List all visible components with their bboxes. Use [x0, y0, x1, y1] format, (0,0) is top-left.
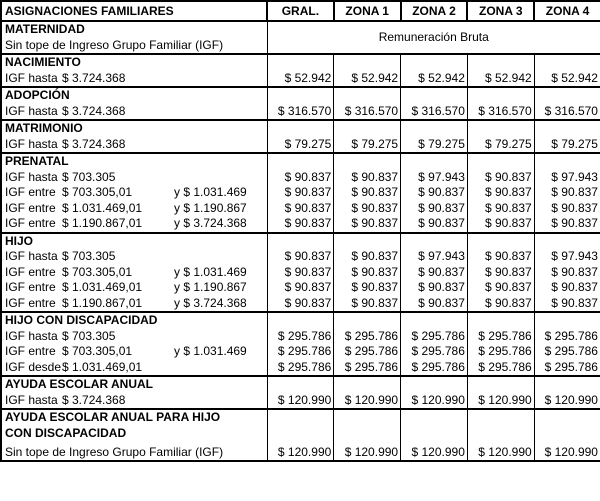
value-zona-4: $ 90.837 — [534, 265, 600, 281]
value-gral: $ 90.837 — [267, 249, 334, 265]
header-row — [1, 1, 600, 21]
value-zona-1: $ 295.786 — [334, 360, 401, 377]
value-gral: $ 79.275 — [267, 137, 334, 154]
value-zona-1: $ 52.942 — [334, 71, 401, 88]
section-title-row — [1, 120, 600, 137]
row-label — [1, 185, 267, 201]
igf-amount: $ 3.724.368 — [62, 70, 126, 85]
value-gral: $ 90.837 — [267, 216, 334, 233]
value-zona-1: $ 79.275 — [334, 137, 401, 154]
value-gral: $ 295.786 — [267, 344, 334, 360]
igf-prefix: IGF hasta — [5, 328, 58, 343]
value-zona-4: $ 316.570 — [534, 104, 600, 121]
value-zona-3: $ 90.837 — [467, 265, 534, 281]
value-zona-2: $ 295.786 — [401, 344, 468, 360]
value-zona-2: $ 97.943 — [401, 170, 468, 186]
value-zona-1: $ 316.570 — [334, 104, 401, 121]
section-title: HIJO — [5, 233, 34, 248]
igf-amount: $ 703.305 — [62, 169, 116, 184]
row-label — [1, 360, 267, 377]
value-zona-3: $ 120.990 — [467, 441, 534, 461]
value-zona-4: $ 120.990 — [534, 393, 600, 410]
row-label — [1, 344, 267, 360]
section-prenatal — [1, 153, 600, 233]
value-gral: $ 52.942 — [267, 71, 334, 88]
row-label: Sin tope de Ingreso Grupo Familiar (IGF) — [5, 444, 224, 459]
value-zona-3: $ 90.837 — [467, 170, 534, 186]
section-matrimonio — [1, 120, 600, 153]
igf-prefix: IGF hasta — [5, 136, 58, 151]
value-gral: $ 120.990 — [267, 393, 334, 410]
value-zona-3: $ 295.786 — [467, 344, 534, 360]
table-row — [1, 296, 600, 313]
igf-prefix: IGF hasta — [5, 103, 58, 118]
value-gral: $ 90.837 — [267, 296, 334, 313]
remuneracion-bruta: Remuneración Bruta — [267, 21, 600, 54]
header-title: ASIGNACIONES FAMILIARES — [1, 1, 267, 21]
section-title-row — [1, 312, 600, 329]
section-title-row — [1, 153, 600, 170]
header-zona-3: ZONA 3 — [467, 1, 534, 21]
igf-prefix: IGF hasta — [5, 249, 58, 263]
section-title: PRENATAL — [5, 154, 69, 168]
value-gral: $ 120.990 — [267, 441, 334, 461]
row-label — [1, 104, 267, 121]
igf-prefix: IGF entre — [5, 295, 56, 310]
section-title-row — [1, 426, 600, 442]
value-zona-3: $ 90.837 — [467, 296, 534, 313]
section-adopcion — [1, 87, 600, 120]
igf-prefix: IGF hasta — [5, 169, 58, 184]
value-zona-2: $ 295.786 — [401, 360, 468, 377]
value-zona-1: $ 90.837 — [334, 280, 401, 296]
value-zona-3: $ 90.837 — [467, 249, 534, 265]
table-row — [1, 137, 600, 154]
value-zona-3: $ 295.786 — [467, 360, 534, 377]
igf-upper: y $ 1.031.469 — [174, 344, 247, 358]
igf-amount: $ 1.031.469,01 — [62, 359, 143, 374]
igf-upper: y $ 3.724.368 — [174, 216, 247, 230]
igf-amount: $ 703.305 — [62, 249, 116, 263]
table-row — [1, 393, 600, 410]
section-ayuda-escolar — [1, 376, 600, 409]
value-zona-4: $ 90.837 — [534, 280, 600, 296]
igf-upper: y $ 1.031.469 — [174, 185, 247, 199]
table-row — [1, 360, 600, 377]
header-zona-2: ZONA 2 — [401, 1, 468, 21]
igf-prefix: IGF entre — [5, 216, 56, 230]
table-row — [1, 249, 600, 265]
row-label — [1, 329, 267, 345]
igf-upper: y $ 1.190.867 — [174, 200, 247, 215]
header-zona-4: ZONA 4 — [534, 1, 600, 21]
igf-amount: $ 3.724.368 — [62, 136, 126, 151]
value-zona-4: $ 120.990 — [534, 441, 600, 461]
table-row — [1, 344, 600, 360]
value-zona-2: $ 52.942 — [401, 71, 468, 88]
value-zona-2: $ 120.990 — [401, 441, 468, 461]
section-title-line-2: CON DISCAPACIDAD — [5, 425, 127, 440]
value-zona-4: $ 90.837 — [534, 296, 600, 313]
table-row — [1, 265, 600, 281]
row-label — [1, 249, 267, 265]
igf-amount: $ 1.190.867,01 — [62, 216, 143, 230]
row-label — [1, 216, 267, 233]
igf-prefix: IGF entre — [5, 264, 56, 279]
value-gral: $ 90.837 — [267, 280, 334, 296]
table-row — [1, 71, 600, 88]
section-nacimiento — [1, 54, 600, 87]
row-label — [1, 137, 267, 154]
value-gral: $ 90.837 — [267, 201, 334, 217]
section-title: ADOPCIÓN — [5, 88, 70, 102]
section-hijo — [1, 233, 600, 313]
igf-prefix: IGF entre — [5, 344, 56, 358]
row-label — [1, 393, 267, 410]
section-title: HIJO CON DISCAPACIDAD — [5, 313, 158, 327]
value-zona-3: $ 52.942 — [467, 71, 534, 88]
value-zona-2: $ 90.837 — [401, 296, 468, 313]
section-title-row — [1, 21, 600, 38]
value-zona-4: $ 52.942 — [534, 71, 600, 88]
igf-prefix: IGF desde — [5, 359, 62, 374]
row-label: Sin tope de Ingreso Grupo Familiar (IGF) — [5, 37, 224, 52]
value-gral: $ 90.837 — [267, 170, 334, 186]
value-zona-1: $ 120.990 — [334, 441, 401, 461]
row-label — [1, 71, 267, 88]
igf-amount: $ 1.190.867,01 — [62, 295, 143, 310]
value-zona-1: $ 295.786 — [334, 329, 401, 345]
value-zona-2: $ 90.837 — [401, 280, 468, 296]
section-title-line-1: AYUDA ESCOLAR ANUAL PARA HIJO — [5, 410, 221, 424]
value-zona-1: $ 90.837 — [334, 265, 401, 281]
section-hijo-discapacidad — [1, 312, 600, 376]
section-title: MATERNIDAD — [5, 22, 85, 36]
igf-prefix: IGF hasta — [5, 392, 58, 407]
value-zona-2: $ 120.990 — [401, 393, 468, 410]
header-gral: GRAL. — [267, 1, 334, 21]
igf-amount: $ 3.724.368 — [62, 103, 126, 118]
table-row — [1, 329, 600, 345]
value-gral: $ 295.786 — [267, 360, 334, 377]
igf-amount: $ 703.305 — [62, 328, 116, 343]
section-maternidad — [1, 21, 600, 54]
value-zona-3: $ 316.570 — [467, 104, 534, 121]
value-zona-4: $ 90.837 — [534, 216, 600, 233]
value-zona-4: $ 295.786 — [534, 344, 600, 360]
value-zona-3: $ 90.837 — [467, 280, 534, 296]
value-gral: $ 295.786 — [267, 329, 334, 345]
igf-amount: $ 703.305,01 — [62, 264, 133, 279]
row-label — [1, 201, 267, 217]
value-zona-4: $ 90.837 — [534, 185, 600, 201]
section-title-row — [1, 87, 600, 104]
section-title-row — [1, 409, 600, 426]
value-zona-1: $ 90.837 — [334, 216, 401, 233]
value-zona-1: $ 90.837 — [334, 249, 401, 265]
table-row — [1, 104, 600, 121]
value-zona-2: $ 90.837 — [401, 201, 468, 217]
header-zona-1: ZONA 1 — [334, 1, 401, 21]
igf-amount: $ 703.305,01 — [62, 344, 133, 358]
value-zona-1: $ 90.837 — [334, 201, 401, 217]
section-title-row — [1, 233, 600, 250]
igf-prefix: IGF entre — [5, 280, 56, 294]
value-zona-3: $ 120.990 — [467, 393, 534, 410]
value-zona-1: $ 90.837 — [334, 296, 401, 313]
value-zona-2: $ 79.275 — [401, 137, 468, 154]
value-gral: $ 316.570 — [267, 104, 334, 121]
table-row — [1, 201, 600, 217]
value-gral: $ 90.837 — [267, 265, 334, 281]
igf-amount: $ 703.305,01 — [62, 185, 133, 199]
igf-amount: $ 1.031.469,01 — [62, 280, 143, 294]
section-title: MATRIMONIO — [5, 121, 83, 135]
value-zona-3: $ 90.837 — [467, 185, 534, 201]
value-zona-2: $ 295.786 — [401, 329, 468, 345]
value-zona-2: $ 316.570 — [401, 104, 468, 121]
row-label — [1, 296, 267, 313]
igf-prefix: IGF entre — [5, 185, 56, 199]
igf-upper: y $ 1.031.469 — [174, 264, 247, 279]
value-zona-2: $ 97.943 — [401, 249, 468, 265]
igf-amount: $ 1.031.469,01 — [62, 200, 143, 215]
section-ayuda-escolar-discapacidad — [1, 409, 600, 461]
section-title-row — [1, 376, 600, 393]
row-label — [1, 280, 267, 296]
value-zona-4: $ 97.943 — [534, 249, 600, 265]
table-row — [1, 216, 600, 233]
igf-upper: y $ 1.190.867 — [174, 280, 247, 294]
value-zona-2: $ 90.837 — [401, 265, 468, 281]
value-zona-1: $ 90.837 — [334, 185, 401, 201]
igf-upper: y $ 3.724.368 — [174, 295, 247, 310]
row-label — [1, 170, 267, 186]
value-zona-3: $ 90.837 — [467, 216, 534, 233]
table-row — [1, 170, 600, 186]
table-row — [1, 280, 600, 296]
section-title: NACIMIENTO — [5, 55, 81, 69]
value-gral: $ 90.837 — [267, 185, 334, 201]
value-zona-4: $ 97.943 — [534, 170, 600, 186]
table-row — [1, 441, 600, 461]
value-zona-1: $ 90.837 — [334, 170, 401, 186]
value-zona-3: $ 79.275 — [467, 137, 534, 154]
igf-amount: $ 3.724.368 — [62, 392, 126, 407]
section-title: AYUDA ESCOLAR ANUAL — [5, 377, 154, 391]
value-zona-2: $ 90.837 — [401, 216, 468, 233]
value-zona-4: $ 79.275 — [534, 137, 600, 154]
table-row — [1, 185, 600, 201]
value-zona-3: $ 90.837 — [467, 201, 534, 217]
value-zona-1: $ 295.786 — [334, 344, 401, 360]
section-title-row — [1, 54, 600, 71]
value-zona-3: $ 295.786 — [467, 329, 534, 345]
igf-prefix: IGF hasta — [5, 70, 58, 85]
row-label — [1, 265, 267, 281]
igf-prefix: IGF entre — [5, 200, 56, 215]
value-zona-4: $ 295.786 — [534, 329, 600, 345]
value-zona-4: $ 295.786 — [534, 360, 600, 377]
value-zona-4: $ 90.837 — [534, 201, 600, 217]
value-zona-1: $ 120.990 — [334, 393, 401, 410]
value-zona-2: $ 90.837 — [401, 185, 468, 201]
